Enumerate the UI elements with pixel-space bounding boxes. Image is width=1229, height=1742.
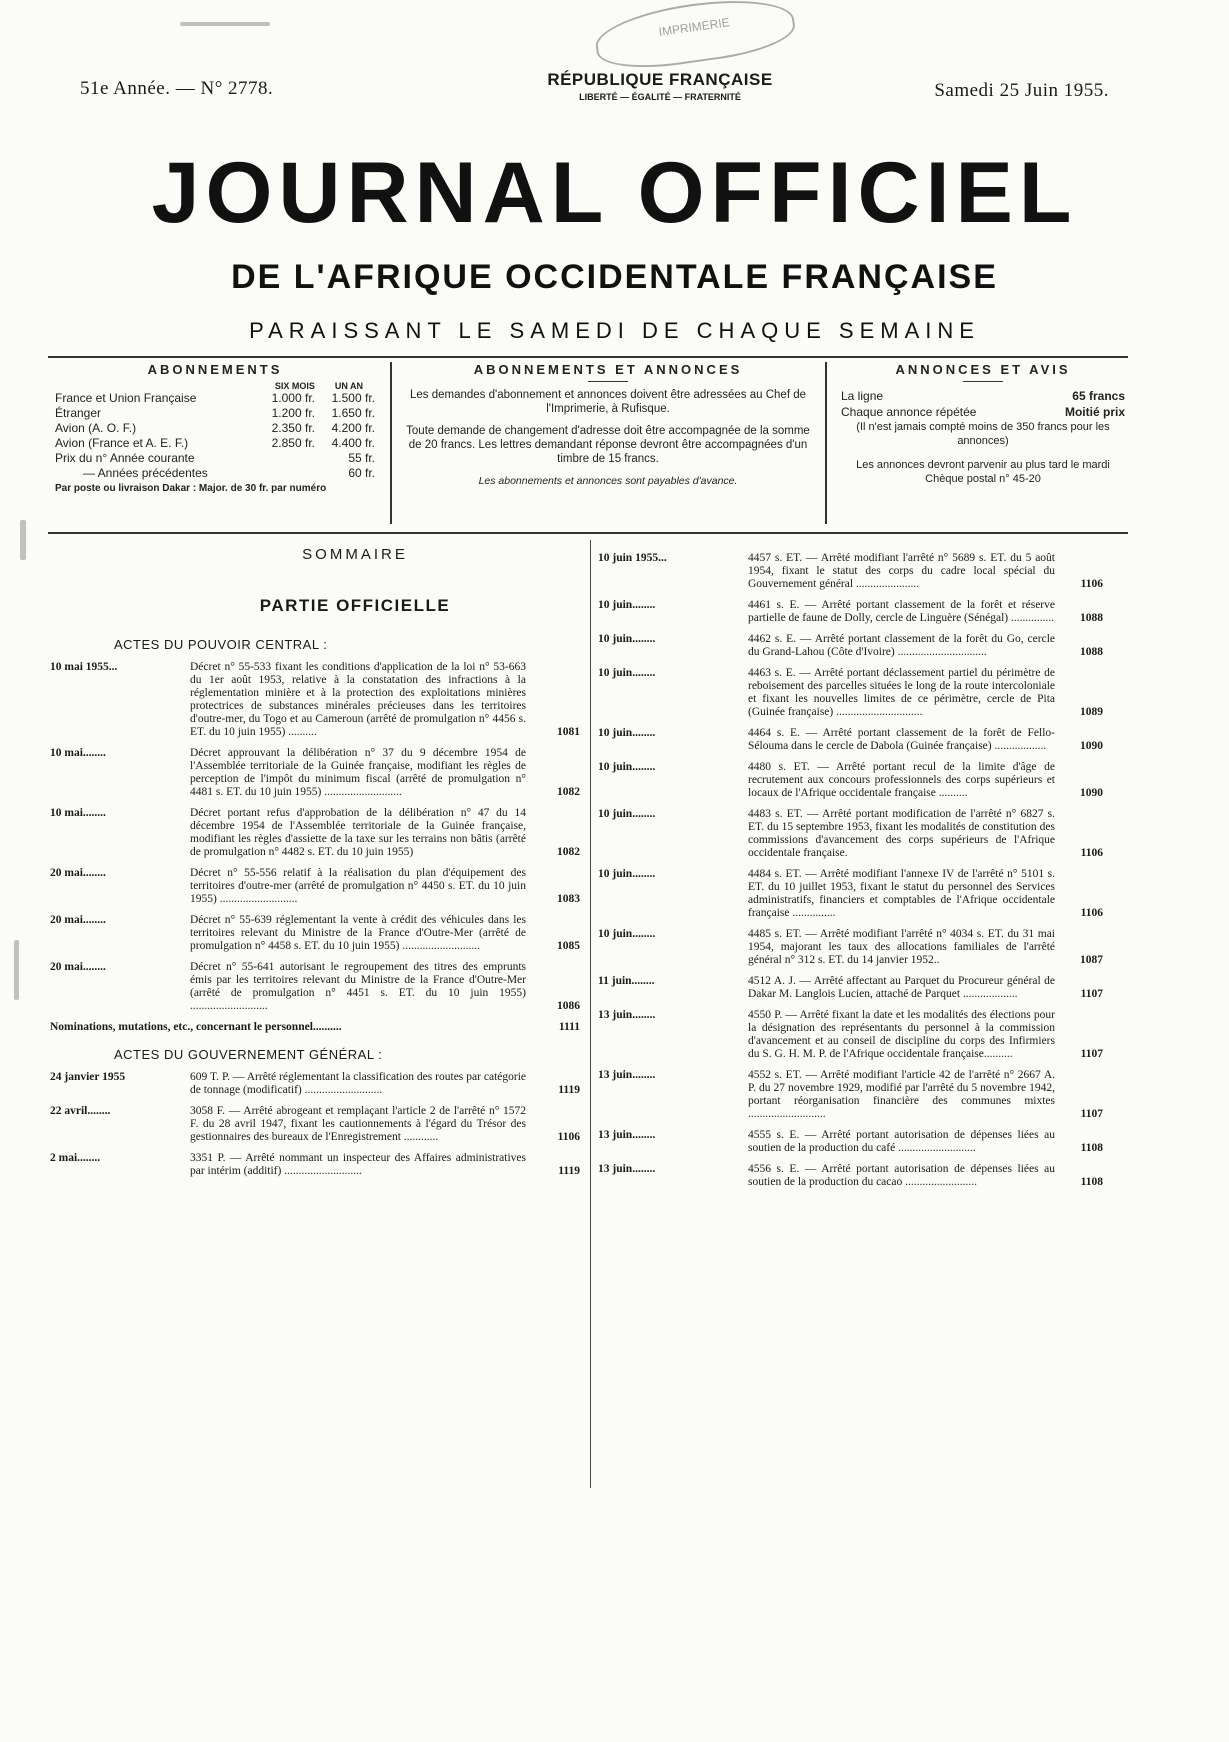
stamp-text: IMPRIMERIE <box>657 15 731 39</box>
abonnements-footer: Par poste ou livraison Dakar : Major. de 30 fr. par numéro <box>55 483 327 494</box>
partie-officielle-heading: PARTIE OFFICIELLE <box>259 596 451 615</box>
entry-page: 1108 <box>1080 1142 1103 1154</box>
entry-date: 22 avril........ <box>50 1105 111 1117</box>
nominations-entry <box>50 1021 580 1034</box>
entry-date: 10 juin........ <box>598 599 656 611</box>
entry-date: 10 juin........ <box>598 727 656 739</box>
list-item <box>50 747 580 799</box>
annonces-note: (Il n'est jamais compté moins de 350 francs pour les annonces) <box>856 421 1110 447</box>
list-item <box>598 1069 1103 1121</box>
list-item <box>50 1105 580 1144</box>
entry-date: 10 juin........ <box>598 761 656 773</box>
list-item <box>598 1129 1103 1155</box>
list-item <box>50 1071 580 1097</box>
list-item <box>50 914 580 953</box>
entry-page: 1088 <box>1080 612 1103 624</box>
entry-date: 13 juin........ <box>598 1069 656 1081</box>
col-six-months: SIX MOIS <box>274 381 315 391</box>
entry-text: 4555 s. E. — Arrêté portant autorisation de dépenses liées au soutien de la production du café ........................... <box>748 1129 1055 1154</box>
republic-motto: LIBERTÉ — ÉGALITÉ — FRATERNITÉ <box>579 92 741 102</box>
entry-text: Décret approuvant la délibération n° 37 du 9 décembre 1954 de l'Assemblée territoriale de la Guinée française, modifiant les règles de perception de l'impôt du minimum fiscal (arrêté de promulgation n° 4481 s. ET. du 10 juin 1955) ........................... <box>190 747 526 798</box>
list-item <box>598 928 1103 967</box>
entry-page: 1090 <box>1080 787 1103 799</box>
entry-text: 4556 s. E. — Arrêté portant autorisation de dépenses liées au soutien de la production du cacao ......................... <box>748 1163 1055 1188</box>
masthead-rule <box>48 356 1128 358</box>
entry-text: 4464 s. E. — Arrêté portant classement de la forêt de Fello-Séloumа dans le cercle de Dabola (Guinée française) .................. <box>748 727 1055 752</box>
ligne-label: La ligne <box>841 389 884 403</box>
heading-rule <box>963 381 1003 382</box>
entry-text: 3058 F. — Arrêté abrogeant et remplaçant l'article 2 de l'arrêté n° 1572 F. du 28 avril 1947, fixant les cautionnements à l'égard du Trésor des gestionnaires des bureaux de l'Enregistrement ............ <box>190 1105 526 1143</box>
sommaire-right-column <box>598 552 1103 1197</box>
prec-label: — Années précédentes <box>83 466 208 480</box>
masthead-title: JOURNAL OFFICIEL <box>151 145 1078 241</box>
section-gouvernement-general: ACTES DU GOUVERNEMENT GÉNÉRAL : <box>114 1047 383 1062</box>
abonnements-annonces-p2: Toute demande de changement d'adresse doit être accompagnée de la somme de 20 francs. Les lettres demandant réponse devront être accompagnées d'un timbre de 15 francs. <box>406 425 810 465</box>
entry-page: 1106 <box>1080 578 1103 590</box>
list-item <box>598 633 1103 659</box>
sommaire-left-column <box>50 548 580 1186</box>
prix-row <box>55 451 375 466</box>
scan-speck <box>20 520 26 560</box>
masthead-tagline: PARAISSANT LE SAMEDI DE CHAQUE SEMAINE <box>249 318 980 343</box>
entry-page: 1107 <box>1080 1108 1103 1120</box>
entry-page: 1108 <box>1080 1176 1103 1188</box>
prix-label: Prix du n° Année courante <box>55 451 195 465</box>
list-item <box>598 808 1103 860</box>
entry-date: 24 janvier 1955 <box>50 1071 126 1083</box>
abonnements-annonces-p1: Les demandes d'abonnement et annonces doivent être adressées au Chef de l'Imprimerie, à Rufisque. <box>409 389 807 415</box>
column-divider <box>590 540 591 1488</box>
entry-text: Décret n° 55-639 réglementant la vente à crédit des véhicules dans les territoires relevant du Ministre de la France d'Outre-Mer (arrêté de promulgation n° 4458 s. ET. du 10 juin 1955) ........................... <box>190 914 526 952</box>
list-item <box>598 761 1103 800</box>
abonnements-annonces-p3: Les abonnements et annonces sont payables d'avance. <box>478 475 738 487</box>
list-item <box>598 727 1103 753</box>
year-issue: 51e Année. — N° 2778. <box>80 78 274 99</box>
entry-text: 4480 s. ET. — Arrêté portant recul de la limite d'âge de recrutement aux concours professionnels des corps supérieurs et locaux de l'Afrique occidentale française .......... <box>748 761 1055 799</box>
entry-text: 3351 P. — Arrêté nommant un inspecteur des Affaires administratives par intérim (additif) ........................... <box>190 1152 526 1177</box>
scan-speck <box>14 940 19 1000</box>
entry-text: 609 T. P. — Arrêté réglementant la classification des routes par catégorie de tonnage (modificatif) ........................... <box>190 1071 526 1096</box>
abonnement-label: Avion (France et A. E. F.) <box>55 436 189 450</box>
entry-date: 10 mai 1955... <box>50 661 118 673</box>
entry-page: 1088 <box>1080 646 1103 658</box>
info-boxes <box>55 362 1125 524</box>
repetee-value: Moitié prix <box>1064 405 1125 419</box>
list-item <box>598 975 1103 1001</box>
entry-text: Décret n° 55-556 relatif à la réalisation du plan d'équipement des territoires d'outre-mer (arrêté de promulgation n° 4450 s. ET. du 10 juin 1955) ........................... <box>190 867 526 905</box>
list-item <box>598 599 1103 625</box>
abonnements-annonces-box <box>390 362 810 524</box>
abonnement-label: France et Union Française <box>55 391 197 405</box>
entry-text: 4463 s. E. — Arrêté portant déclassement partiel du périmètre de reboisement des parcelles situées le long de la route intercoloniale et fixant les nouvelles limites de ce périmètre, cercle de Pita (Guinée française) .............................. <box>748 667 1055 718</box>
entry-date: 10 juin........ <box>598 808 656 820</box>
issue-date: Samedi 25 Juin 1955. <box>934 80 1109 101</box>
scan-speck <box>180 22 270 26</box>
abonnement-six: 2.350 fr. <box>271 421 315 435</box>
entry-page: 1087 <box>1080 954 1103 966</box>
entry-date: 2 mai........ <box>50 1152 101 1164</box>
abonnement-six: 1.200 fr. <box>271 406 315 420</box>
abonnement-six: 2.850 fr. <box>271 436 315 450</box>
list-item <box>598 868 1103 920</box>
entry-page: 1107 <box>1080 1048 1103 1060</box>
list-item <box>50 1152 580 1178</box>
abonnement-year: 4.400 fr. <box>331 436 375 450</box>
abonnement-year: 1.650 fr. <box>331 406 375 420</box>
entry-date: 13 juin........ <box>598 1129 656 1141</box>
entry-date: 10 juin........ <box>598 633 656 645</box>
entry-page: 1081 <box>557 726 580 738</box>
entry-page: 1119 <box>558 1165 580 1177</box>
entry-date: 10 juin........ <box>598 667 656 679</box>
entry-text: 4462 s. E. — Arrêté portant classement de la forêt du Go, cercle du Grand-Lahou (Côte d'Ivoire) ............................... <box>748 633 1055 658</box>
list-item <box>50 661 580 739</box>
abonnements-annonces-heading: ABONNEMENTS ET ANNONCES <box>473 362 743 377</box>
list-item <box>598 667 1103 719</box>
entry-text: 4550 P. — Arrêté fixant la date et les modalités des élections pour la désignation des représentants du personnel à la commission d'avancement et au conseil de discipline du corps des Infirmiers du S. G. H. M. P. de l'Afrique occidentale française.......... <box>748 1009 1055 1060</box>
ligne-row <box>841 388 1125 404</box>
abonnement-row <box>55 421 375 436</box>
annonces-deadline: Les annonces devront parvenir au plus tard le mardi <box>856 459 1110 471</box>
republic-block <box>530 70 790 102</box>
abonnement-label: Avion (A. O. F.) <box>55 421 137 435</box>
entry-page: 1082 <box>557 846 580 858</box>
entry-text: 4512 A. J. — Arrêté affectant au Parquet du Procureur général de Dakar M. Langlois Lucien, attaché de Parquet ................... <box>748 975 1055 1000</box>
entry-text: 4483 s. ET. — Arrêté portant modification de l'arrêté n° 6827 s. ET. du 15 septembre 1953, fixant les modalités de constitution des commissions d'avancement des corps supérieurs de l'Afrique occidentale française. <box>748 808 1055 859</box>
entry-date: 13 juin........ <box>598 1009 656 1021</box>
republic-name: RÉPUBLIQUE FRANÇAISE <box>547 70 773 89</box>
annonces-avis-heading: ANNONCES ET AVIS <box>895 362 1071 377</box>
entry-page: 1085 <box>557 940 580 952</box>
abonnement-label: Étranger <box>55 406 102 420</box>
abonnements-column-headers <box>55 381 375 391</box>
sommaire-heading: SOMMAIRE <box>302 546 408 563</box>
entry-date: 10 juin 1955... <box>598 552 667 564</box>
entry-date: 20 mai........ <box>50 914 106 926</box>
prec-row <box>55 466 375 481</box>
entry-date: 13 juin........ <box>598 1163 656 1175</box>
nominations-page: 1111 <box>558 1021 580 1033</box>
entry-date: 20 mai........ <box>50 867 106 879</box>
entry-date: 10 juin........ <box>598 928 656 940</box>
list-item <box>598 1009 1103 1061</box>
abonnement-row <box>55 391 375 406</box>
entry-page: 1089 <box>1080 706 1103 718</box>
section-pouvoir-central: ACTES DU POUVOIR CENTRAL : <box>114 637 328 652</box>
entry-text: 4485 s. ET. — Arrêté modifiant l'arrêté n° 4034 s. ET. du 31 mai 1954, majorant les taux des allocations familiales de l'arrêté général n° 312 s. ET. du 14 janvier 1952.. <box>748 928 1055 966</box>
abonnement-row <box>55 436 375 451</box>
entry-page: 1119 <box>558 1084 580 1096</box>
entry-date: 10 mai........ <box>50 747 106 759</box>
list-item <box>598 552 1103 591</box>
list-item <box>50 867 580 906</box>
entry-text: 4461 s. E. — Arrêté portant classement de la forêt et réserve partielle de faune de Dolly, cercle de Linguère (Sénégal) ............... <box>748 599 1055 624</box>
masthead-subtitle: DE L'AFRIQUE OCCIDENTALE FRANÇAISE <box>231 258 998 296</box>
entry-page: 1106 <box>1080 847 1103 859</box>
entry-page: 1083 <box>557 893 580 905</box>
prec-value: 60 fr. <box>348 466 375 480</box>
abonnement-year: 4.200 fr. <box>331 421 375 435</box>
ligne-value: 65 francs <box>1072 389 1125 403</box>
heading-rule <box>588 381 628 382</box>
entry-date: 10 juin........ <box>598 868 656 880</box>
entry-text: Décret n° 55-641 autorisant le regroupement des titres des emprunts émis par les territoires relevant du Ministre de la France d'Outre-Mer (arrêté de promulgation n° 4451 s. ET. du 10 juin 1955) ........................... <box>190 961 526 1012</box>
entry-text: 4484 s. ET. — Arrêté modifiant l'annexe IV de l'arrêté n° 5101 s. ET. du 10 juillet 1953, fixant le statut du personnel des Services administratifs, financiers et comptables de l'Afrique occidentale française ............... <box>748 868 1055 919</box>
nominations-text: Nominations, mutations, etc., concernant le personnel.......... <box>50 1021 342 1033</box>
prix-value: 55 fr. <box>348 451 375 465</box>
boxes-rule <box>48 532 1128 534</box>
entry-page: 1107 <box>1080 988 1103 1000</box>
cheque-postal: Chèque postal n° 45-20 <box>925 473 1041 485</box>
abonnement-six: 1.000 fr. <box>271 391 315 405</box>
imprimerie-stamp <box>592 0 798 76</box>
entry-date: 10 mai........ <box>50 807 106 819</box>
entry-text: 4552 s. ET. — Arrêté modifiant l'article 42 de l'arrêté n° 2667 A. P. du 27 novembre 1929, modifié par l'arrêté du 5 novembre 1942, portant réorganisation financière des communes mixtes ........................... <box>748 1069 1055 1120</box>
abonnements-heading: ABONNEMENTS <box>147 362 283 377</box>
entry-date: 11 juin........ <box>598 975 655 987</box>
repetee-label: Chaque annonce répétée <box>841 405 977 419</box>
annonces-avis-box <box>825 362 1125 524</box>
header-line <box>60 70 1109 110</box>
abonnement-year: 1.500 fr. <box>331 391 375 405</box>
list-item <box>50 807 580 859</box>
entry-page: 1106 <box>557 1131 580 1143</box>
col-one-year: UN AN <box>334 381 363 391</box>
entry-text: Décret n° 55-533 fixant les conditions d'application de la loi n° 53-663 du 1er août 1953, relative à la constatation des infractions à la réglementation minière et à la protection des exploitations minières protectrices de substances minérales précieuses dans les territoires d'outre-mer, du Togo et au Cameroun (arrêté de promulgation n° 4456 s. ET. du 10 juin 1955) .......... <box>190 661 526 738</box>
abonnement-row <box>55 406 375 421</box>
entry-page: 1082 <box>557 786 580 798</box>
list-item <box>598 1163 1103 1189</box>
entry-page: 1086 <box>557 1000 580 1012</box>
abonnements-box <box>55 362 375 524</box>
entry-text: Décret portant refus d'approbation de la délibération n° 47 du 14 décembre 1954 de l'Assemblée territoriale de la Guinée française, modifiant les règles d'assiette de la taxe sur les terrains non bâtis (arrêté de promulgation n° 4482 s. ET. du 10 juin 1955) <box>190 807 526 858</box>
entry-page: 1106 <box>1080 907 1103 919</box>
repetee-row <box>841 404 1125 420</box>
entry-page: 1090 <box>1080 740 1103 752</box>
entry-text: 4457 s. ET. — Arrêté modifiant l'arrêté n° 5689 s. ET. du 5 août 1954, fixant le statut des corps du cadre local spécial du Gouvernement général ...................... <box>748 552 1055 590</box>
entry-date: 20 mai........ <box>50 961 106 973</box>
list-item <box>50 961 580 1013</box>
